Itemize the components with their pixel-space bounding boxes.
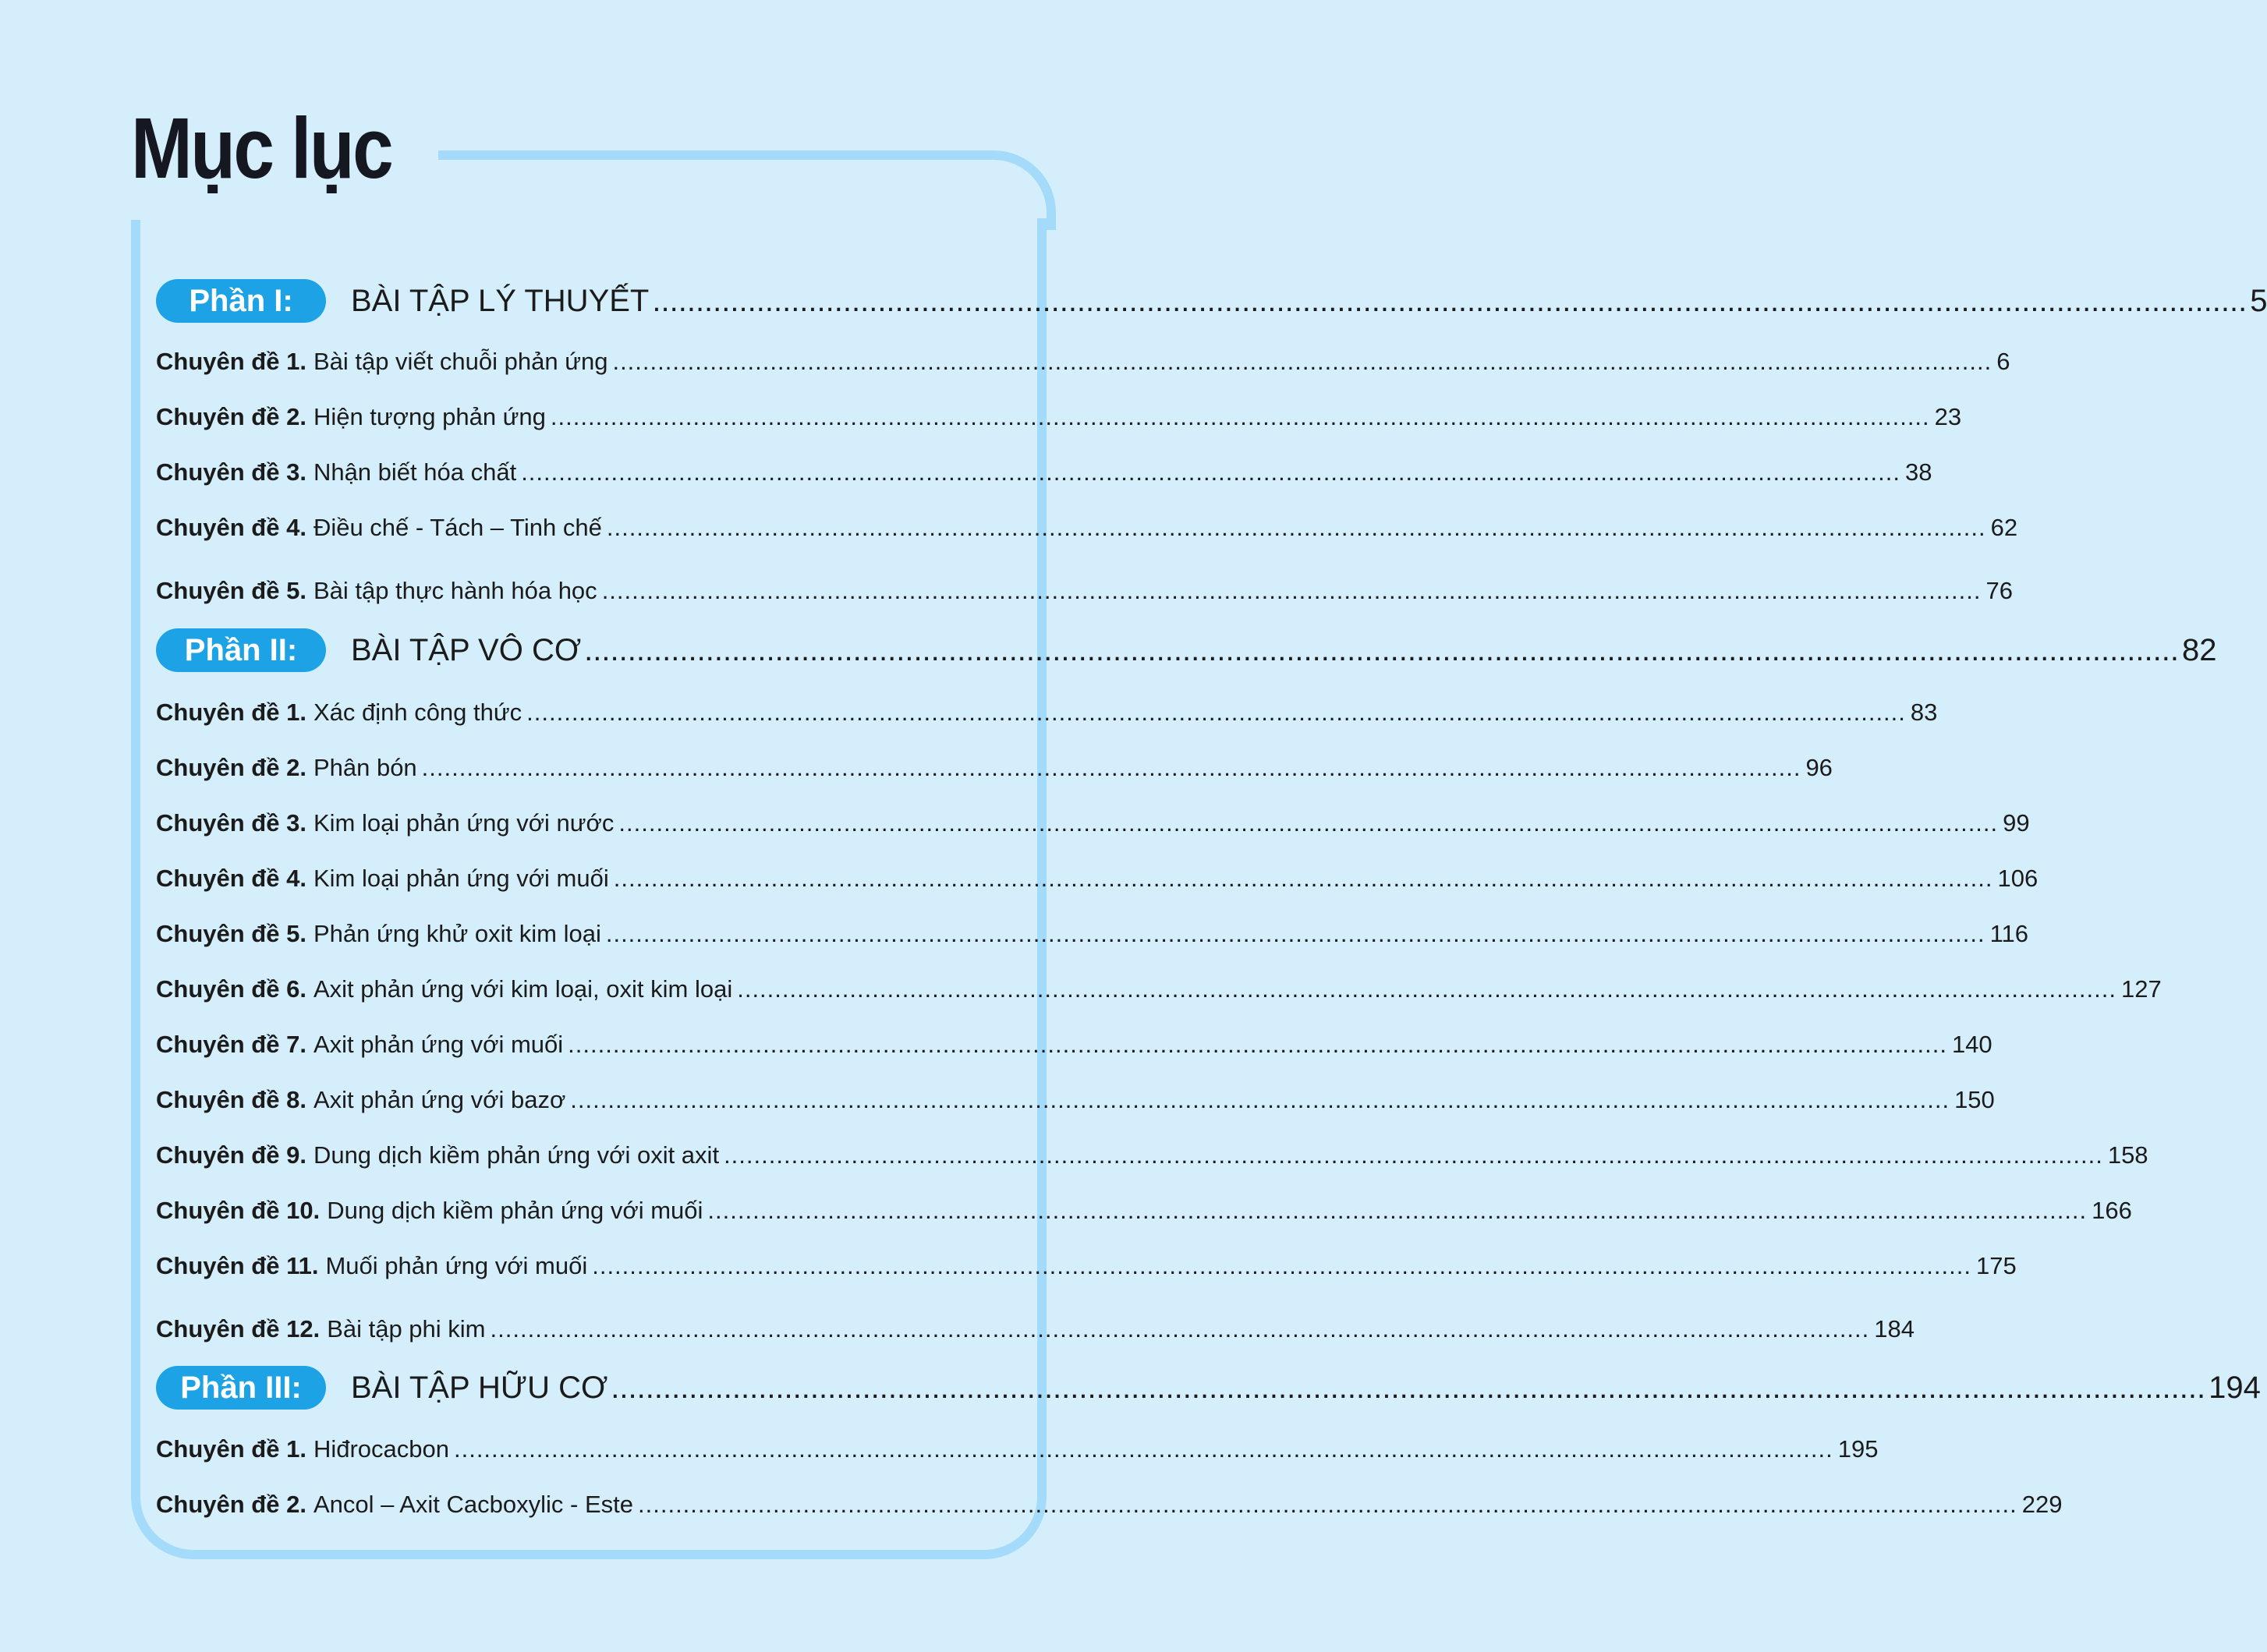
entry-page-number: 195 — [1837, 1435, 1879, 1463]
part-label-pill: Phần III: — [156, 1366, 326, 1410]
toc-entry-row[interactable] — [156, 1134, 2148, 1177]
entry-title: Ancol – Axit Cacboxylic - Este — [313, 1491, 633, 1518]
entry-label: Chuyên đề 5. — [156, 577, 306, 604]
leader-dots: ........................................................................................................................................................................................ — [612, 348, 1992, 375]
leader-dots: ........................................................................................................................................................................................ — [618, 809, 1999, 837]
entry-label: Chuyên đề 8. — [156, 1086, 306, 1113]
toc-entry-row[interactable] — [156, 451, 1932, 494]
entry-label: Chuyên đề 1. — [156, 699, 306, 726]
leader-dots: ........................................................................................................................................................................................ — [638, 1491, 2017, 1518]
leader-dots: ........................................................................................................................................................................................ — [707, 1197, 2088, 1224]
page-title: Mục lục — [131, 101, 392, 196]
entry-page-number: 158 — [2107, 1141, 2148, 1169]
entry-page-number: 127 — [2120, 975, 2162, 1003]
leader-dots: ........................................................................................................................................................................................ — [613, 865, 1993, 892]
entry-label: Chuyên đề 4. — [156, 865, 306, 892]
entry-title: Hiện tượng phản ứng — [313, 403, 546, 430]
entry-title: Phân bón — [313, 754, 417, 781]
leader-dots: ........................................................................................................................................................................................ — [611, 1370, 2206, 1405]
part-label-pill: Phần I: — [156, 279, 326, 323]
entry-label: Chuyên đề 5. — [156, 920, 306, 947]
leader-dots: ........................................................................................................................................................................................ — [526, 699, 1906, 726]
entry-label: Chuyên đề 12. — [156, 1315, 321, 1342]
entry-label: Chuyên đề 10. — [156, 1197, 321, 1224]
entry-label: Chuyên đề 6. — [156, 975, 306, 1003]
toc-entry-row[interactable] — [156, 1244, 2017, 1288]
entry-page-number: 62 — [1990, 514, 2018, 541]
leader-dots: ........................................................................................................................................................................................ — [570, 1086, 1950, 1113]
toc-entry-row[interactable] — [156, 691, 1938, 734]
entry-page-number: 184 — [1874, 1315, 1915, 1342]
entry-title: Hiđrocacbon — [313, 1435, 449, 1463]
entry-label: Chuyên đề 1. — [156, 1435, 306, 1463]
toc-entry-row[interactable] — [156, 340, 2010, 384]
entry-label: Chuyên đề 7. — [156, 1031, 306, 1058]
part-label-pill: Phần II: — [156, 628, 326, 672]
part-title: BÀI TẬP VÔ CƠ — [351, 632, 582, 667]
entry-title: Axit phản ứng với muối — [313, 1031, 564, 1058]
entry-page-number: 175 — [1975, 1252, 2017, 1279]
toc-entry-row[interactable] — [156, 395, 1962, 439]
entry-title: Bài tập thực hành hóa học — [313, 577, 597, 604]
leader-dots: ........................................................................................................................................................................................ — [521, 458, 1900, 486]
entry-title: Muối phản ứng với muối — [325, 1252, 588, 1279]
toc-entry-row[interactable] — [156, 1307, 1915, 1351]
leader-dots: ........................................................................................................................................................................................ — [724, 1141, 2103, 1169]
toc-part-row[interactable] — [156, 1366, 2261, 1410]
entry-page-number: 116 — [1989, 920, 2029, 947]
leader-dots: ........................................................................................................................................................................................ — [568, 1031, 1947, 1058]
entry-page-number: 229 — [2021, 1491, 2063, 1518]
entry-label: Chuyên đề 4. — [156, 514, 306, 541]
entry-title: Bài tập phi kim — [327, 1315, 486, 1342]
frame-decoration-top — [438, 150, 1056, 230]
part-page-number: 82 — [2181, 632, 2217, 667]
toc-entry-row[interactable] — [156, 569, 2013, 613]
entry-title: Axit phản ứng với bazơ — [313, 1086, 566, 1113]
entry-page-number: 83 — [1910, 699, 1938, 726]
part-title: BÀI TẬP LÝ THUYẾT — [351, 283, 650, 318]
leader-dots: ........................................................................................................................................................................................ — [584, 632, 2179, 667]
entry-title: Dung dịch kiềm phản ứng với muối — [327, 1197, 703, 1224]
toc-entry-row[interactable] — [156, 1023, 1992, 1067]
leader-dots: ........................................................................................................................................................................................ — [592, 1252, 1971, 1279]
toc-entry-row[interactable] — [156, 1078, 1995, 1122]
leader-dots: ........................................................................................................................................................................................ — [453, 1435, 1833, 1463]
entry-label: Chuyên đề 9. — [156, 1141, 306, 1169]
entry-title: Nhận biết hóa chất — [313, 458, 517, 486]
entry-title: Xác định công thức — [313, 699, 522, 726]
entry-page-number: 38 — [1904, 458, 1932, 486]
toc-entry-row[interactable] — [156, 912, 2029, 956]
entry-page-number: 140 — [1951, 1031, 1992, 1058]
entry-title: Bài tập viết chuỗi phản ứng — [313, 348, 608, 375]
entry-title: Điều chế - Tách – Tinh chế — [313, 514, 602, 541]
toc-entry-row[interactable] — [156, 1427, 1879, 1471]
entry-label: Chuyên đề 1. — [156, 348, 306, 375]
part-page-number: 5 — [2250, 283, 2267, 318]
part-title: BÀI TẬP HỮU CƠ — [351, 1370, 608, 1405]
entry-label: Chuyên đề 2. — [156, 403, 306, 430]
toc-entry-row[interactable] — [156, 746, 1833, 790]
toc-entry-row[interactable] — [156, 506, 2018, 550]
entry-page-number: 96 — [1805, 754, 1833, 781]
entry-page-number: 150 — [1954, 1086, 1995, 1113]
leader-dots: ........................................................................................................................................................................................ — [490, 1315, 1870, 1342]
entry-page-number: 23 — [1934, 403, 1962, 430]
entry-title: Axit phản ứng với kim loại, oxit kim loại — [313, 975, 733, 1003]
toc-entry-row[interactable] — [156, 967, 2162, 1011]
leader-dots: ........................................................................................................................................................................................ — [601, 577, 1982, 604]
entry-label: Chuyên đề 3. — [156, 809, 306, 837]
toc-part-row[interactable] — [156, 628, 2217, 672]
entry-page-number: 99 — [2003, 809, 2030, 837]
leader-dots: ........................................................................................................................................................................................ — [550, 403, 1930, 430]
toc-entry-row[interactable] — [156, 801, 2030, 845]
leader-dots: ........................................................................................................................................................................................ — [421, 754, 1801, 781]
entry-title: Dung dịch kiềm phản ứng với oxit axit — [313, 1141, 720, 1169]
toc-entry-row[interactable] — [156, 1189, 2132, 1233]
leader-dots: ........................................................................................................................................................................................ — [652, 283, 2248, 318]
entry-label: Chuyên đề 2. — [156, 1491, 306, 1518]
toc-part-row[interactable] — [156, 279, 2267, 323]
entry-label: Chuyên đề 3. — [156, 458, 306, 486]
leader-dots: ........................................................................................................................................................................................ — [737, 975, 2116, 1003]
entry-label: Chuyên đề 2. — [156, 754, 306, 781]
entry-page-number: 76 — [1985, 577, 2013, 604]
leader-dots: ........................................................................................................................................................................................ — [605, 920, 1985, 947]
toc-entry-row[interactable] — [156, 1483, 2063, 1526]
leader-dots: ........................................................................................................................................................................................ — [606, 514, 1986, 541]
entry-title: Kim loại phản ứng với nước — [313, 809, 615, 837]
part-page-number: 194 — [2209, 1370, 2261, 1405]
toc-entry-row[interactable] — [156, 857, 2039, 900]
entry-label: Chuyên đề 11. — [156, 1252, 319, 1279]
entry-page-number: 166 — [2092, 1197, 2132, 1224]
entry-page-number: 106 — [1997, 865, 2039, 892]
entry-title: Kim loại phản ứng với muối — [313, 865, 609, 892]
entry-page-number: 6 — [1996, 348, 2010, 375]
entry-title: Phản ứng khử oxit kim loại — [313, 920, 601, 947]
